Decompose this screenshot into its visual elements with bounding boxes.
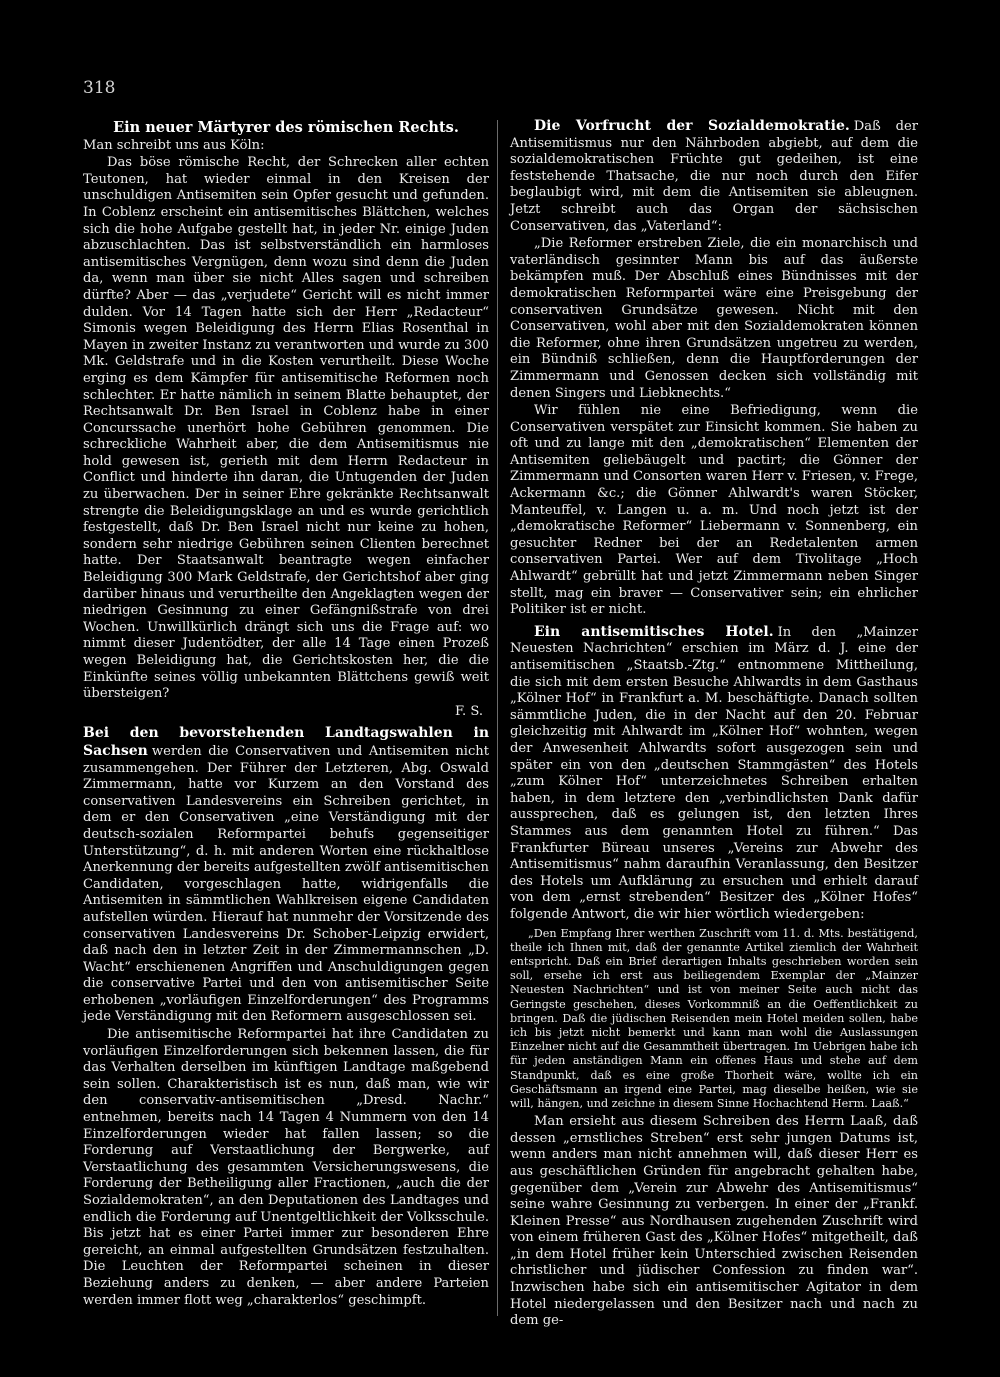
- article-body: Daß der Antisemitismus nur den Nährboden abgiebt, auf dem die sozialdemokratischen Früchte gut gedeihen, ist eine feststehende Thatsache, die nur noch durch den Eifer beglaubigt wird, mit dem die Antisemiten sie ableugnen. Jetzt schreibt auch das Organ der sächsischen Conservativen, das „Vaterland“:: [510, 119, 918, 234]
- article-body: Man ersieht aus diesem Schreiben des Herrn Laaß, daß dessen „ernstliches Streben“ erst sehr jungen Datums ist, wenn anders man nicht annehmen will, daß dieser Herr es aus geschäftlichen Gründen für angebracht gehalten habe, gegenüber dem „Verein zur Abwehr des Antisemitismus“ seine wahre Gesinnung zu verbergen. In einer der „Frankf. Kleinen Presse“ aus Nordhausen zugehenden Zuschrift wird von einem früheren Gast des „Kölner Hofes“ mitgetheilt, daß „in dem Hotel früher kein Unterschied zwischen Reisenden christlicher und jüdischer Confession zu finden war“. Inzwischen habe sich ein antisemitischer Agitator in dem Hotel niedergelassen und den Besitzer nach und nach zu dem ge-: [510, 1114, 918, 1329]
- article-antisemitic-hotel: [510, 624, 918, 1330]
- column-divider: [497, 120, 498, 1316]
- article-dateline: Man schreibt uns aus Köln:: [83, 137, 265, 153]
- article-body: werden die Conservativen und Antisemiten nicht zusammengehen. Der Führer der Letzteren, Abg. Oswald Zimmermann, hatte vor Kurzem an den Vorstand des conservativen Landesvereins ein Schreiben gerichtet, in dem er den Conservativen „eine Verständigung mit der deutsch-sozialen Reformpartei behufs gegenseitiger Unterstützung“, d. h. mit anderen Worten eine rückhaltlose Anerkennung der bereits aufgestellten zwölf antisemitischen Candidaten, vorgeschlagen hatte, widrigenfalls die Antisemiten in sämmtlichen Wahlkreisen eigene Candidaten aufstellen würden. Hierauf hat nunmehr der Vorsitzende des conservativen Landesvereins Dr. Schober-Leipzig erwidert, daß nach den in letzter Zeit in der Zimmermannschen „D. Wacht“ erschienenen Angriffen und Anschuldigungen gegen die conservative Partei und den von antisemitischer Seite erhobenen „vorläufigen Einzelforderungen“ des Programms jede Verständigung mit den Reformern ausgeschlossen sei.: [83, 743, 489, 1025]
- article-quotation: „Die Reformer erstreben Ziele, die ein monarchisch und vaterländisch gesinnter Mann bis auf das äußerste bekämpfen muß. Der Abschluß eines Bündnisses mit der demokratischen Reformpartei wäre eine Preisgebung der conservativen Grundsätze gewesen. Nicht mit den Conservativen, wohl aber mit den Sozialdemokraten können die Reformer, ohne ihren Grundsätzen ungetreu zu werden, ein Bündniß schließen, denn die Hauptforderungen der Zimmermann und Genossen decken sich vollständig mit denen Singers und Liebknechts.“: [510, 236, 918, 401]
- article-title: Ein neuer Märtyrer des römischen Rechts.: [113, 119, 459, 136]
- article-title: Bei den bevorstehenden Landtagswahlen in Sachsen: [83, 725, 489, 759]
- article-lead-paragraph: [510, 624, 918, 924]
- article-body: Die antisemitische Reformpartei hat ihre Candidaten zu vorläufigen Einzelforderungen sich bekennen lassen, die für das Verhalten derselben im künftigen Landtage maßgebend sein sollen. Charakteristisch ist es nun, daß man, wie wir den conservativ-antisemitischen „Dresd. Nachr.“ entnehmen, bereits nach 14 Tagen 4 Nummern von den 14 Einzelforderungen wieder hat fallen lassen; so die Forderung auf Verstaatlichung der Bergwerke, auf Verstaatlichung des gesammten Versicherungswesens, die Forderung der Betheiligung aller Fractionen, „auch die der Sozialdemokraten“, an den Deputationen des Landtages und endlich die Forderung auf Unentgeltlichkeit der Volksschule. Bis jetzt hat es einer Partei immer zur besonderen Ehre gereicht, an einmal aufgestellten Grundsätzen festzuhalten. Die Leuchten der Reformpartei scheinen in dieser Beziehung anders zu denken, — aber andere Parteien werden immer flott weg „charakterlos“ geschimpft.: [83, 1027, 489, 1308]
- article-body: In den „Mainzer Neuesten Nachrichten“ erschien im März d. J. eine der antisemitischen „Staatsb.-Ztg.“ entnommene Mittheilung, die sich mit dem ersten Besuche Ahlwardts in dem Gasthaus „Kölner Hof“ in Frankfurt a. M. beschäftigte. Danach sollten sämmtliche Juden, die in der Nacht auf den 20. Februar gleichzeitig mit Ahlwardt im „Kölner Hof“ wohnten, wegen der Anwesenheit Ahlwardts sofort ausgezogen sein und später ein von den „deutschen Stammgästen“ des Hotels „zum Kölner Hof“ unterzeichnetes Schreiben erhalten haben, in dem letztere den „verbindlichsten Dank dafür aussprechen, daß es gelungen ist, den letzten Ihres Stammes aus dem genannten Hotel zu führen.“ Das Frankfurter Büreau unseres „Vereins zur Abwehr des Antisemitismus“ nahm daraufhin Veranlassung, den Besitzer des Hotels um Aufklärung zu ersuchen und erhielt darauf von dem „ernst strebenden“ Besitzer des „Kölner Hofes“ folgende Antwort, die wir hier wörtlich wiedergeben:: [510, 624, 918, 922]
- page-number: 318: [83, 78, 116, 98]
- article-title: Die Vorfrucht der Sozialdemokratie.: [534, 118, 850, 134]
- article-lead-paragraph: [510, 118, 918, 235]
- article-social-democracy: [510, 118, 918, 619]
- left-column: [83, 118, 489, 1314]
- article-lead-paragraph: [83, 725, 489, 1026]
- article-body: Das böse römische Recht, der Schrecken aller echten Teutonen, hat wieder einmal in den Kreisen der unschuldigen Antisemiten sein Opfer gesucht und gefunden. In Coblenz erscheint ein antisemitisches Blättchen, welches sich die hohe Aufgabe gestellt hat, in jeder Nr. einige Juden abzuschlachten. Das ist selbstverständlich ein harmloses antisemitisches Vergnügen, denn wozu sind denn die Juden da, wenn man über sie nicht Alles sagen und schreiben dürfte? Aber — das „verjudete“ Gericht will es nicht immer dulden. Vor 14 Tagen hatte sich der Herr „Redacteur“ Simonis wegen Beleidigung des Herrn Elias Rosenthal in Mayen in zweiter Instanz zu verantworten und wurde zu 300 Mk. Geldstrafe und in die Kosten verurtheilt. Diese Woche erging es dem Kämpfer für antisemitische Reformen noch schlechter. Er hatte nämlich in seinem Blatte behauptet, der Rechtsanwalt Dr. Ben Israel in Coblenz habe in einer Concurssache unerhört hohe Gebühren genommen. Die schreckliche Wahrheit aber, die dem Antisemitismus nie hold gewesen ist, gerieth mit dem Herrn Redacteur in Conflict und hinderte ihn daran, die Untugenden der Juden zu überwachen. Der in seiner Ehre gekränkte Rechtsanwalt strengte die Beleidigungsklage an und es wurde gerichtlich festgestellt, daß Dr. Ben Israel nicht nur keine zu hohen, sondern sehr niedrige Gebühren seinen Clienten berechnet hatte. Der Staatsanwalt beantragte wegen einfacher Beleidigung 300 Mark Geldstrafe, der Gerichtshof aber ging darüber hinaus und verurtheilte den Angeklagten wegen der niedrigen Gesinnung zu einer Gefängnißstrafe von drei Wochen. Unwillkürlich drängt sich uns die Frage auf: wo nimmt dieser Judentödter, der alle 14 Tage einen Prozeß wegen Beleidigung hat, die Gerichtskosten her, die die Einkünfte seines völlig unbekannten Blättchens gewiß weit übersteigen?: [83, 155, 489, 702]
- article-saxony-elections: [83, 725, 489, 1309]
- article-body: Wir fühlen nie eine Befriedigung, wenn die Conservativen verspätet zur Einsicht kommen. Sie haben zu oft und zu lange mit den „demokratischen“ Elementen der Antisemiten geliebäugelt und pactirt; die Gönner der Zimmermann und Consorten waren Herr v. Friesen, v. Frege, Ackermann &c.; die Gönner Ahlwardt's waren Stöcker, Manteuffel, v. Langen u. a. m. Und noch jetzt ist der „demokratische Reformer“ Liebermann v. Sonnenberg, ein gesuchter Redner bei der an Redetalenten armen conservativen Partei. Wer auf dem Tivolitage „Hoch Ahlwardt“ gebrüllt hat und jetzt Zimmermann neben Singer stellt, mag ein braver — Conservativer sein; ein ehrlicher Politiker ist er nicht.: [510, 403, 918, 618]
- hotel-owner-letter: „Den Empfang Ihrer werthen Zuschrift vom 11. d. Mts. bestätigend, theile ich Ihnen mit, daß der genannte Artikel ziemlich der Wahrheit entspricht. Daß ein Brief derartigen Inhalts geschrieben worden sein soll, ersehe ich erst aus beiliegendem Exemplar der „Mainzer Neuesten Nachrichten“ und ist von meiner Seite auch nicht das Geringste geschehen, dieses Vorkommniß an die Oeffentlichkeit zu bringen. Daß die jüdischen Reisenden mein Hotel meiden sollen, habe ich bis jetzt nicht bemerkt und kann man wohl die Auslassungen Einzelner nicht auf die Gesammtheit übertragen. Im Uebrigen habe ich für jeden anständigen Mann ein offenes Haus und stehe auf dem Standpunkt, daß es eine große Thorheit wäre, wollte ich ein Geschäftsmann an irgend eine Partei, mag dieselbe heißen, wie sie will, hängen, und zeichne in diesem Sinne Hochachtend Herm. Laaß.“: [510, 926, 918, 1110]
- article-roman-law: [83, 120, 489, 720]
- right-column: [510, 118, 918, 1335]
- article-title: Ein antisemitisches Hotel.: [534, 623, 774, 640]
- article-signature: F. S.: [454, 703, 483, 719]
